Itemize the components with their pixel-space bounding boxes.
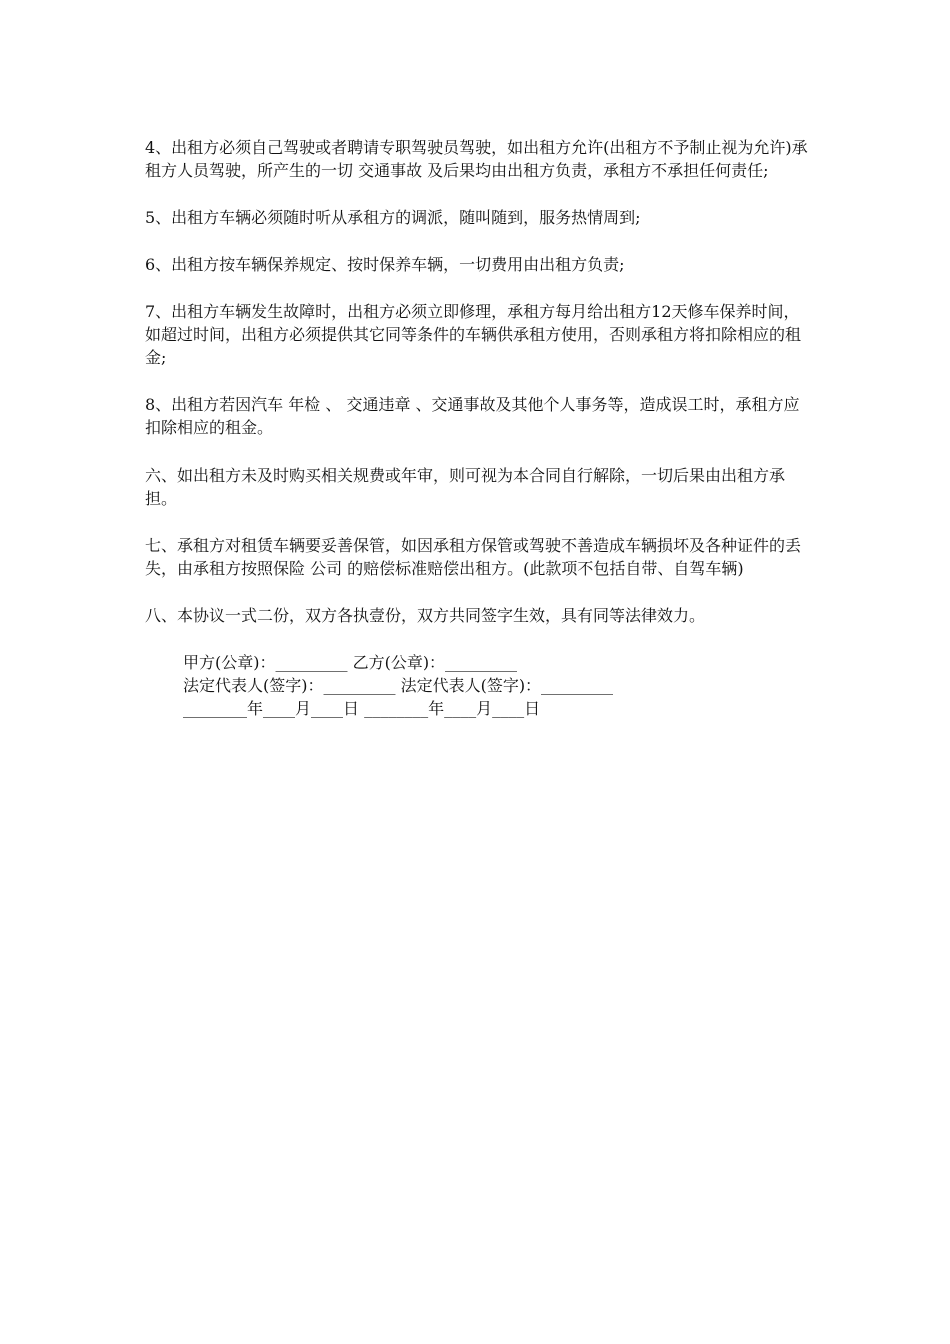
clause-7-paragraph: 7、出租方车辆发生故障时，出租方必须立即修理，承租方每月给出租方12天修车保养时间，如超过时间，出租方必须提供其它同等条件的车辆供承租方使用，否则承租方将扣除相应的租金; — [145, 302, 802, 367]
document-body — [145, 136, 815, 720]
date-line: ________年____月____日 ________年____月____日 — [183, 699, 541, 718]
representative-signature-line: 法定代表人(签字)：_________ 法定代表人(签字)：_________ — [183, 676, 614, 695]
clause-6-paragraph: 6、出租方按车辆保养规定、按时保养车辆，一切费用由出租方负责; — [145, 255, 625, 274]
seal-line: 甲方(公章)：_________ 乙方(公章)：_________ — [183, 653, 518, 672]
signature-block — [183, 651, 815, 720]
clause-8-paragraph: 8、出租方若因汽车 年检 、 交通违章 、交通事故及其他个人事务等，造成误工时，承租方应扣除相应的租金。 — [145, 395, 800, 437]
clause-5-paragraph: 5、出租方车辆必须随时听从承租方的调派，随叫随到，服务热情周到; — [145, 208, 641, 227]
article-8-paragraph: 八、本协议一式二份，双方各执壹份，双方共同签字生效，具有同等法律效力。 — [145, 606, 706, 625]
article-6-paragraph: 六、如出租方未及时购买相关规费或年审，则可视为本合同自行解除，一切后果由出租方承担。 — [145, 466, 786, 508]
article-7-paragraph: 七、承租方对租赁车辆要妥善保管，如因承租方保管或驾驶不善造成车辆损坏及各种证件的丢失，由承租方按照保险 公司 的赔偿标准赔偿出租方。(此款项不包括自带、自驾车辆) — [145, 536, 802, 578]
clause-4-paragraph: 4、出租方必须自己驾驶或者聘请专职驾驶员驾驶，如出租方允许(出租方不予制止视为允许)承租方人员驾驶，所产生的一切 交通事故 及后果均由出租方负责，承租方不承担任何责任; — [145, 138, 808, 180]
